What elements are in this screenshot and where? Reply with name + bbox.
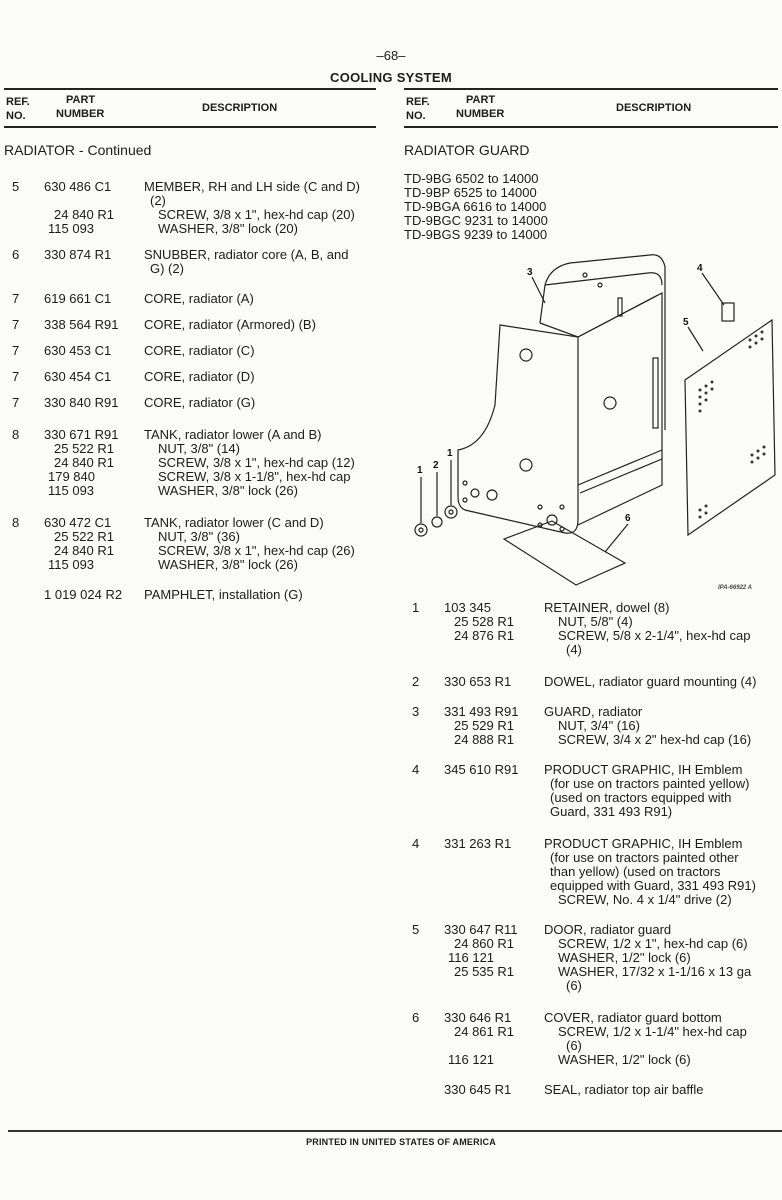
ref-number [404,733,444,747]
part-number [44,262,144,276]
ref-number [404,893,444,907]
callout-6: 6 [625,513,631,524]
parts-entry [404,675,778,689]
table-row [404,705,778,719]
table-row [4,344,376,358]
table-row [404,791,778,805]
ref-number: 5 [412,922,420,937]
table-row [404,777,778,791]
table-row [404,865,778,879]
ref-number [404,865,444,879]
part-description: G) (2) [150,261,184,276]
ref-number: 2 [412,674,420,689]
table-row [404,643,778,657]
parts-entry [404,837,778,907]
ref-number [4,558,44,572]
ref-number [404,937,444,951]
part-description: (used on tractors equipped with [550,790,732,805]
header-description: DESCRIPTION [202,102,278,114]
parts-entry [4,180,376,236]
ref-number [404,719,444,733]
ref-number: 4 [412,762,420,777]
parts-list [4,180,376,602]
parts-entry [4,428,376,498]
parts-entry [4,588,376,602]
part-description: NUT, 5/8" (4) [558,614,633,629]
part-description: NUT, 3/4" (16) [558,718,640,733]
part-number: 115 093 [48,221,95,236]
part-number: 24 876 R1 [454,628,514,643]
part-description: SCREW, 3/4 x 2" hex-hd cap (16) [558,732,752,747]
parts-entry [404,601,778,657]
ref-number [4,588,44,602]
part-number: 345 610 R91 [444,762,519,777]
part-description: SCREW, No. 4 x 1/4" drive (2) [558,892,732,907]
ref-number [404,851,444,865]
ref-number [4,484,44,498]
model-range-list [404,172,778,242]
table-row [404,879,778,893]
table-row [4,530,376,544]
part-number [444,791,544,805]
part-number: 25 522 R1 [54,441,114,456]
part-number: 115 093 [48,483,95,498]
part-description: CORE, radiator (D) [144,369,255,384]
ref-number [4,544,44,558]
part-number: 24 860 R1 [454,936,514,951]
part-number: 24 840 R1 [54,543,114,558]
table-row [4,248,376,262]
table-row [404,1053,778,1067]
part-number: 330 646 R1 [444,1010,512,1025]
model-range: TD-9BP 6525 to 14000 [404,185,537,200]
figure-id: IPA-66922 A [718,585,753,591]
table-row [4,544,376,558]
part-number: 330 645 R1 [444,1082,512,1097]
ref-number: 7 [12,395,20,410]
callout-1b: 1 [447,448,453,459]
ref-number [404,965,444,979]
callout-2: 2 [433,460,439,471]
part-number: 24 840 R1 [54,207,114,222]
left-column [4,88,376,602]
table-row [404,837,778,851]
exploded-parts-diagram [400,245,782,600]
callout-5: 5 [683,317,689,328]
header-description: DESCRIPTION [616,102,692,114]
door-perforations [699,331,766,519]
table-row [4,396,376,410]
part-number: 630 454 C1 [44,369,112,384]
part-description: WASHER, 1/2" lock (6) [558,1052,691,1067]
part-description: SCREW, 5/8 x 2-1/4", hex-hd cap [558,628,751,643]
part-number: 331 263 R1 [444,836,512,851]
part-number: 1 019 024 R2 [44,587,123,602]
table-row [404,893,778,907]
part-number [444,979,544,993]
ref-number [404,1053,444,1067]
header-ref-line2: NO. [6,110,26,122]
part-description: SCREW, 3/8 x 1", hex-hd cap (26) [158,543,355,558]
table-row [404,719,778,733]
ref-number [404,879,444,893]
table-row [404,629,778,643]
table-row [4,484,376,498]
part-description: SNUBBER, radiator core (A, B, and [144,247,349,262]
part-description: PAMPHLET, installation (G) [144,587,303,602]
part-description: (for use on tractors painted yellow) [550,776,750,791]
part-description: TANK, radiator lower (A and B) [144,427,322,442]
table-row [404,979,778,993]
table-row [404,923,778,937]
ref-number: 7 [12,369,20,384]
part-number [44,194,144,208]
model-range: TD-9BGS 9239 to 14000 [404,227,548,242]
table-row [404,1039,778,1053]
table-row [4,442,376,456]
table-row [404,951,778,965]
part-description: PRODUCT GRAPHIC, IH Emblem [544,762,743,777]
table-header [4,88,376,128]
part-description: NUT, 3/8" (36) [158,529,240,544]
part-number [444,643,544,657]
page-title: COOLING SYSTEM [330,70,452,85]
part-number [444,805,544,819]
part-description: WASHER, 3/8" lock (26) [158,483,298,498]
ref-number: 8 [12,515,20,530]
header-ref-line2: NO. [406,110,426,122]
table-row [404,615,778,629]
table-row [4,370,376,384]
part-number: 331 493 R91 [444,704,519,719]
part-description: GUARD, radiator [544,704,643,719]
table-row [4,516,376,530]
table-row [4,208,376,222]
model-range: TD-9BGC 9231 to 14000 [404,213,548,228]
parts-entry [4,516,376,572]
part-number: 330 647 R11 [444,922,518,937]
part-number: 25 522 R1 [54,529,114,544]
table-row [4,470,376,484]
table-row [404,733,778,747]
parts-list [404,601,778,1097]
model-range: TD-9BGA 6616 to 14000 [404,199,547,214]
part-description: CORE, radiator (C) [144,343,255,358]
model-range: TD-9BG 6502 to 14000 [404,171,539,186]
table-row [404,805,778,819]
callout-4: 4 [697,263,703,274]
table-row [404,601,778,615]
ref-number [404,777,444,791]
parts-entry [404,1083,778,1097]
table-row [4,456,376,470]
part-description: RETAINER, dowel (8) [544,600,670,615]
ref-number [4,456,44,470]
ref-number [404,951,444,965]
table-row [4,262,376,276]
ref-number [4,262,44,276]
ref-number: 4 [412,836,420,851]
footer-divider [8,1130,782,1132]
part-number: 330 653 R1 [444,674,512,689]
header-ref-line1: REF. [6,96,30,108]
part-description: (for use on tractors painted other [550,850,739,865]
ref-number: 7 [12,291,20,306]
ref-number [404,643,444,657]
table-row [4,588,376,602]
ref-number: 8 [12,427,20,442]
table-row [4,428,376,442]
ref-number [4,194,44,208]
part-description: (6) [566,978,582,993]
header-ref-line1: REF. [406,96,430,108]
table-row [4,558,376,572]
part-description: PRODUCT GRAPHIC, IH Emblem [544,836,743,851]
table-row [404,675,778,689]
part-number: 103 345 [444,600,491,615]
part-description: WASHER, 17/32 x 1-1/16 x 13 ga [558,964,752,979]
part-description: MEMBER, RH and LH side (C and D) [144,179,361,194]
part-number: 116 121 [448,1052,495,1067]
ref-number [404,1025,444,1039]
table-row [4,318,376,332]
part-number: 330 840 R91 [44,395,119,410]
ref-number [4,442,44,456]
parts-entry [404,763,778,819]
ref-number: 3 [412,704,420,719]
ref-number [4,470,44,484]
part-description: Guard, 331 493 R91) [550,804,673,819]
part-description: (4) [566,642,582,657]
part-description: SCREW, 3/8 x 1-1/8", hex-hd cap [158,469,351,484]
page-number: –68– [376,48,406,63]
part-number: 630 472 C1 [44,515,112,530]
part-number [444,893,544,907]
part-number: 115 093 [48,557,95,572]
ref-number: 5 [12,179,20,194]
part-description: SCREW, 1/2 x 1-1/4" hex-hd cap [558,1024,747,1039]
ref-number: 6 [12,247,20,262]
part-description: (6) [566,1038,582,1053]
table-row [4,194,376,208]
ref-number [4,208,44,222]
part-number: 338 564 R91 [44,317,119,332]
footer-text: PRINTED IN UNITED STATES OF AMERICA [306,1137,496,1147]
part-number: 24 840 R1 [54,455,114,470]
ref-number [4,222,44,236]
ref-number: 7 [12,343,20,358]
ref-number [404,805,444,819]
table-row [404,1083,778,1097]
ref-number [404,615,444,629]
table-row [404,763,778,777]
part-description: SCREW, 3/8 x 1", hex-hd cap (12) [158,455,355,470]
ref-number [4,530,44,544]
part-number: 330 874 R1 [44,247,112,262]
parts-entry [4,344,376,358]
part-number: 330 671 R91 [44,427,119,442]
ref-number: 1 [412,600,420,615]
part-description: CORE, radiator (Armored) (B) [144,317,316,332]
part-description: WASHER, 3/8" lock (26) [158,557,298,572]
part-number [444,879,544,893]
parts-entry [4,292,376,306]
ref-number [404,629,444,643]
part-number: 619 661 C1 [44,291,112,306]
table-row [404,851,778,865]
table-row [404,1011,778,1025]
ref-number: 7 [12,317,20,332]
part-number: 630 453 C1 [44,343,112,358]
part-number: 25 529 R1 [454,718,514,733]
parts-entry [4,248,376,276]
table-header [404,88,778,128]
parts-entry [4,370,376,384]
table-row [404,937,778,951]
part-description: SEAL, radiator top air baffle [544,1082,704,1097]
part-number [444,777,544,791]
part-description: COVER, radiator guard bottom [544,1010,722,1025]
part-description: WASHER, 3/8" lock (20) [158,221,298,236]
parts-entry [404,923,778,993]
parts-entry [4,396,376,410]
part-description: DOWEL, radiator guard mounting (4) [544,674,757,689]
part-description: SCREW, 1/2 x 1", hex-hd cap (6) [558,936,748,951]
header-part-line1: PART [466,94,496,106]
part-number [444,865,544,879]
header-part-line1: PART [66,94,96,106]
section-heading: RADIATOR - Continued [4,142,152,158]
ref-number: 6 [412,1010,420,1025]
radiator-guard-illustration [400,245,782,600]
part-description: CORE, radiator (A) [144,291,254,306]
part-number: 630 486 C1 [44,179,112,194]
ref-number [404,1039,444,1053]
ref-number [404,979,444,993]
table-row [4,222,376,236]
part-description: WASHER, 1/2" lock (6) [558,950,691,965]
parts-entry [404,705,778,747]
part-number: 24 888 R1 [454,732,514,747]
part-number [444,851,544,865]
header-part-line2: NUMBER [456,108,505,120]
part-number: 24 861 R1 [454,1024,514,1039]
part-description: (2) [150,193,166,208]
part-number: 116 121 [448,950,495,965]
parts-entry [404,1011,778,1067]
header-part-line2: NUMBER [56,108,105,120]
parts-entry [4,318,376,332]
ref-number [404,791,444,805]
part-number: 25 535 R1 [454,964,514,979]
table-row [404,1025,778,1039]
table-row [404,965,778,979]
part-description: than yellow) (used on tractors [550,864,721,879]
part-description: TANK, radiator lower (C and D) [144,515,324,530]
part-description: DOOR, radiator guard [544,922,672,937]
diagram-callouts [417,263,703,524]
callout-1: 1 [417,465,423,476]
part-description: equipped with Guard, 331 493 R91) [550,878,756,893]
callout-3: 3 [527,267,533,278]
table-row [4,180,376,194]
part-number [444,1039,544,1053]
part-description: NUT, 3/8" (14) [158,441,240,456]
part-number: 25 528 R1 [454,614,514,629]
part-number: 179 840 [48,469,95,484]
part-description: CORE, radiator (G) [144,395,256,410]
section-heading: RADIATOR GUARD [404,142,530,158]
part-description: SCREW, 3/8 x 1", hex-hd cap (20) [158,207,355,222]
ref-number [404,1083,444,1097]
table-row [4,292,376,306]
